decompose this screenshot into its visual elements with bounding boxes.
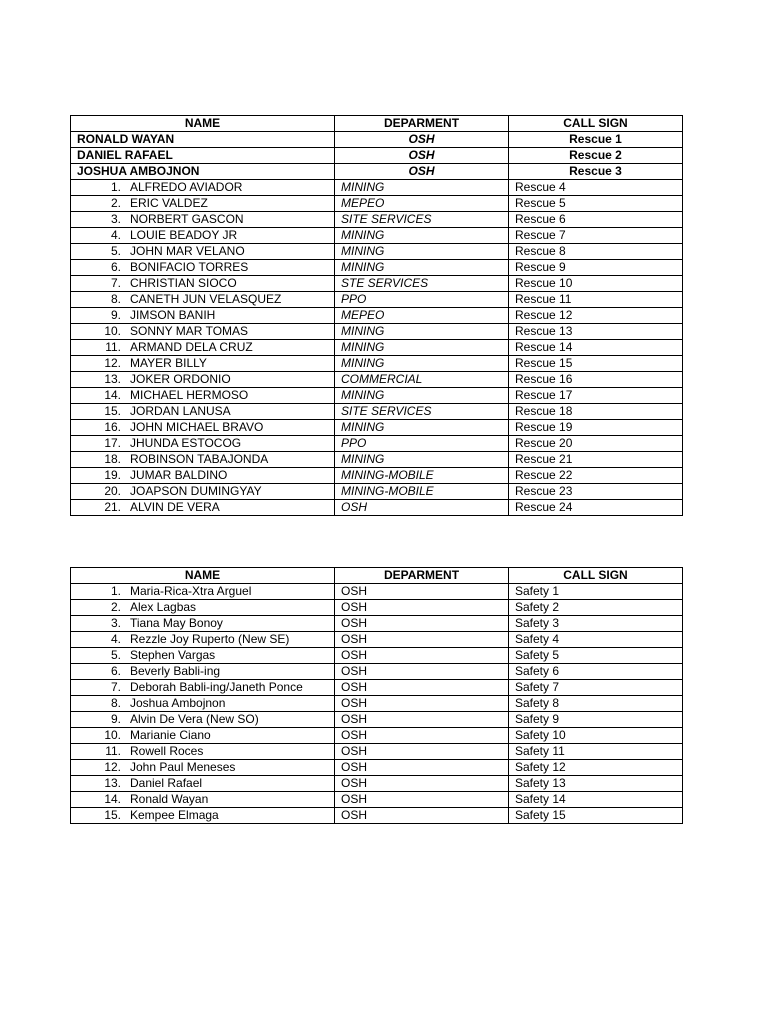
table-row — [71, 500, 683, 516]
call-sign-cell: Safety 5 — [509, 648, 683, 664]
table-row — [71, 680, 683, 696]
name-cell — [71, 696, 335, 712]
department-cell: PPO — [335, 436, 509, 452]
row-number: 7. — [110, 276, 121, 290]
table-header-row — [71, 116, 683, 132]
department-cell: MINING — [335, 420, 509, 436]
person-name: ALFREDO AVIADOR — [130, 180, 243, 194]
department-cell: OSH — [335, 808, 509, 824]
name-cell — [71, 616, 335, 632]
row-number: 1. — [110, 180, 121, 194]
name-cell — [71, 212, 335, 228]
call-sign-cell: Rescue 17 — [509, 388, 683, 404]
department-cell: MINING-MOBILE — [335, 468, 509, 484]
row-number: 3. — [110, 212, 121, 226]
row-number: 17. — [104, 436, 121, 450]
department-cell: PPO — [335, 292, 509, 308]
row-number: 8. — [110, 696, 121, 710]
name-cell — [71, 420, 335, 436]
call-sign-cell: Rescue 14 — [509, 340, 683, 356]
row-number: 2. — [110, 196, 121, 210]
call-sign-cell: Rescue 18 — [509, 404, 683, 420]
table-row — [71, 776, 683, 792]
table-row — [71, 744, 683, 760]
row-number: 3. — [110, 616, 121, 630]
row-number: 21. — [104, 500, 121, 514]
row-number: 1. — [110, 584, 121, 598]
person-name: Daniel Rafael — [130, 776, 203, 790]
table-row — [71, 760, 683, 776]
safety-table-body — [71, 584, 683, 824]
table-row — [71, 600, 683, 616]
table-row — [71, 808, 683, 824]
name-cell — [71, 276, 335, 292]
call-sign-cell: Rescue 6 — [509, 212, 683, 228]
person-name: Joshua Ambojnon — [130, 696, 226, 710]
column-header-department: DEPARMENT — [335, 568, 509, 584]
row-number: 4. — [110, 632, 121, 646]
name-cell — [71, 648, 335, 664]
department-cell: OSH — [335, 776, 509, 792]
person-name: Alex Lagbas — [130, 600, 197, 614]
safety-team-table — [70, 567, 683, 824]
person-name: Deborah Babli-ing/Janeth Ponce — [130, 680, 303, 694]
call-sign-cell: Rescue 8 — [509, 244, 683, 260]
row-number: 11. — [105, 340, 121, 354]
name-cell — [71, 308, 335, 324]
person-name: Alvin De Vera (New SO) — [130, 712, 259, 726]
department-cell: OSH — [335, 616, 509, 632]
name-cell — [71, 808, 335, 824]
row-number: 15. — [104, 808, 121, 822]
row-number: 12. — [104, 356, 121, 370]
name-cell — [71, 744, 335, 760]
call-sign-cell: Rescue 15 — [509, 356, 683, 372]
name-cell — [71, 760, 335, 776]
table-row — [71, 468, 683, 484]
department-cell: SITE SERVICES — [335, 404, 509, 420]
department-cell: OSH — [335, 148, 509, 164]
call-sign-cell: Safety 9 — [509, 712, 683, 728]
person-name: Maria-Rica-Xtra Arguel — [130, 584, 252, 598]
person-name: MICHAEL HERMOSO — [130, 388, 249, 402]
table-row — [71, 308, 683, 324]
row-number: 7. — [110, 680, 121, 694]
department-cell: MINING — [335, 356, 509, 372]
name-cell — [71, 372, 335, 388]
rescue-table-body — [71, 132, 683, 516]
table-row — [71, 292, 683, 308]
person-name: CANETH JUN VELASQUEZ — [130, 292, 282, 306]
person-name: SONNY MAR TOMAS — [130, 324, 249, 338]
name-cell: JOSHUA AMBOJNON — [71, 164, 335, 180]
department-cell: OSH — [335, 744, 509, 760]
person-name: Kempee Elmaga — [130, 808, 219, 822]
name-cell — [71, 196, 335, 212]
column-header-name: NAME — [71, 116, 335, 132]
person-name: Ronald Wayan — [130, 792, 209, 806]
person-name: MAYER BILLY — [130, 356, 207, 370]
call-sign-cell: Safety 12 — [509, 760, 683, 776]
row-number: 10. — [104, 324, 121, 338]
table-row — [71, 244, 683, 260]
department-cell: MINING — [335, 324, 509, 340]
name-cell — [71, 292, 335, 308]
department-cell: MINING — [335, 452, 509, 468]
department-cell: OSH — [335, 600, 509, 616]
person-name: JOHN MAR VELANO — [130, 244, 245, 258]
department-cell: OSH — [335, 712, 509, 728]
person-name: ALVIN DE VERA — [130, 500, 220, 514]
person-name: Rowell Roces — [130, 744, 204, 758]
name-cell — [71, 452, 335, 468]
row-number: 18. — [104, 452, 121, 466]
name-cell — [71, 356, 335, 372]
person-name: JUMAR BALDINO — [130, 468, 228, 482]
table-row — [71, 420, 683, 436]
table-row — [71, 276, 683, 292]
department-cell: OSH — [335, 500, 509, 516]
person-name: Stephen Vargas — [130, 648, 216, 662]
row-number: 11. — [105, 744, 121, 758]
person-name: Tiana May Bonoy — [130, 616, 223, 630]
department-cell: OSH — [335, 760, 509, 776]
column-header-department: DEPARMENT — [335, 116, 509, 132]
call-sign-cell: Safety 2 — [509, 600, 683, 616]
row-number: 15. — [104, 404, 121, 418]
table-row — [71, 728, 683, 744]
department-cell: MINING — [335, 260, 509, 276]
department-cell: SITE SERVICES — [335, 212, 509, 228]
department-cell: STE SERVICES — [335, 276, 509, 292]
call-sign-cell: Safety 4 — [509, 632, 683, 648]
table-row — [71, 484, 683, 500]
call-sign-cell: Rescue 9 — [509, 260, 683, 276]
row-number: 12. — [104, 760, 121, 774]
call-sign-cell: Rescue 22 — [509, 468, 683, 484]
name-cell — [71, 324, 335, 340]
call-sign-cell: Rescue 13 — [509, 324, 683, 340]
call-sign-cell: Safety 14 — [509, 792, 683, 808]
name-cell — [71, 792, 335, 808]
person-name: JORDAN LANUSA — [130, 404, 231, 418]
name-cell — [71, 500, 335, 516]
table-header-row — [71, 568, 683, 584]
row-number: 10. — [104, 728, 121, 742]
table-row — [71, 616, 683, 632]
department-cell: OSH — [335, 680, 509, 696]
person-name: NORBERT GASCON — [130, 212, 244, 226]
row-number: 6. — [110, 260, 121, 274]
table-row — [71, 180, 683, 196]
person-name: Rezzle Joy Ruperto (New SE) — [130, 632, 290, 646]
row-number: 16. — [104, 420, 121, 434]
call-sign-cell: Safety 10 — [509, 728, 683, 744]
name-cell — [71, 180, 335, 196]
row-number: 9. — [110, 712, 121, 726]
department-cell: OSH — [335, 132, 509, 148]
call-sign-cell: Rescue 11 — [509, 292, 683, 308]
person-name: JIMSON BANIH — [130, 308, 216, 322]
table-row — [71, 356, 683, 372]
call-sign-cell: Safety 6 — [509, 664, 683, 680]
table-row-lead — [71, 148, 683, 164]
person-name: Beverly Babli-ing — [130, 664, 221, 678]
call-sign-cell: Safety 15 — [509, 808, 683, 824]
table-row — [71, 260, 683, 276]
person-name: JOKER ORDONIO — [130, 372, 231, 386]
name-cell — [71, 484, 335, 500]
table-row — [71, 664, 683, 680]
table-row — [71, 648, 683, 664]
column-header-call-sign: CALL SIGN — [509, 568, 683, 584]
row-number: 2. — [110, 600, 121, 614]
call-sign-cell: Rescue 20 — [509, 436, 683, 452]
call-sign-cell: Rescue 12 — [509, 308, 683, 324]
person-name: ARMAND DELA CRUZ — [130, 340, 253, 354]
name-cell — [71, 228, 335, 244]
name-cell — [71, 436, 335, 452]
call-sign-cell: Rescue 10 — [509, 276, 683, 292]
table-row-lead — [71, 164, 683, 180]
table-row — [71, 196, 683, 212]
name-cell — [71, 712, 335, 728]
department-cell: MEPEO — [335, 196, 509, 212]
row-number: 5. — [110, 648, 121, 662]
row-number: 13. — [104, 776, 121, 790]
name-cell — [71, 260, 335, 276]
name-cell: DANIEL RAFAEL — [71, 148, 335, 164]
person-name: Marianie Ciano — [130, 728, 211, 742]
row-number: 4. — [110, 228, 121, 242]
department-cell: OSH — [335, 728, 509, 744]
department-cell: OSH — [335, 584, 509, 600]
department-cell: MEPEO — [335, 308, 509, 324]
row-number: 14. — [104, 792, 121, 806]
person-name: ROBINSON TABAJONDA — [130, 452, 269, 466]
name-cell — [71, 404, 335, 420]
row-number: 13. — [104, 372, 121, 386]
call-sign-cell: Rescue 4 — [509, 180, 683, 196]
row-number: 9. — [110, 308, 121, 322]
name-cell — [71, 244, 335, 260]
column-header-name: NAME — [71, 568, 335, 584]
department-cell: OSH — [335, 164, 509, 180]
row-number: 19. — [104, 468, 121, 482]
department-cell: OSH — [335, 632, 509, 648]
department-cell: OSH — [335, 696, 509, 712]
call-sign-cell: Rescue 7 — [509, 228, 683, 244]
call-sign-cell: Rescue 3 — [509, 164, 683, 180]
row-number: 8. — [110, 292, 121, 306]
department-cell: MINING — [335, 180, 509, 196]
name-cell — [71, 468, 335, 484]
name-cell — [71, 600, 335, 616]
person-name: CHRISTIAN SIOCO — [130, 276, 237, 290]
call-sign-cell: Safety 13 — [509, 776, 683, 792]
row-number: 5. — [110, 244, 121, 258]
call-sign-cell: Safety 1 — [509, 584, 683, 600]
name-cell: RONALD WAYAN — [71, 132, 335, 148]
call-sign-cell: Safety 8 — [509, 696, 683, 712]
call-sign-cell: Rescue 24 — [509, 500, 683, 516]
table-row — [71, 404, 683, 420]
table-row — [71, 388, 683, 404]
person-name: JOAPSON DUMINGYAY — [130, 484, 262, 498]
name-cell — [71, 776, 335, 792]
department-cell: COMMERCIAL — [335, 372, 509, 388]
table-row-lead — [71, 132, 683, 148]
department-cell: MINING — [335, 388, 509, 404]
column-header-call-sign: CALL SIGN — [509, 116, 683, 132]
call-sign-cell: Rescue 1 — [509, 132, 683, 148]
person-name: LOUIE BEADOY JR — [130, 228, 238, 242]
table-row — [71, 324, 683, 340]
row-number: 20. — [104, 484, 121, 498]
table-row — [71, 212, 683, 228]
name-cell — [71, 340, 335, 356]
table-row — [71, 372, 683, 388]
table-row — [71, 584, 683, 600]
call-sign-cell: Rescue 23 — [509, 484, 683, 500]
name-cell — [71, 680, 335, 696]
table-row — [71, 452, 683, 468]
call-sign-cell: Rescue 2 — [509, 148, 683, 164]
table-row — [71, 340, 683, 356]
call-sign-cell: Safety 3 — [509, 616, 683, 632]
department-cell: MINING — [335, 244, 509, 260]
department-cell: OSH — [335, 792, 509, 808]
department-cell: MINING — [335, 340, 509, 356]
row-number: 14. — [104, 388, 121, 402]
name-cell — [71, 388, 335, 404]
call-sign-cell: Rescue 19 — [509, 420, 683, 436]
call-sign-cell: Safety 7 — [509, 680, 683, 696]
person-name: John Paul Meneses — [130, 760, 236, 774]
person-name: JHUNDA ESTOCOG — [130, 436, 242, 450]
call-sign-cell: Safety 11 — [509, 744, 683, 760]
table-row — [71, 712, 683, 728]
department-cell: MINING — [335, 228, 509, 244]
call-sign-cell: Rescue 16 — [509, 372, 683, 388]
name-cell — [71, 632, 335, 648]
name-cell — [71, 664, 335, 680]
call-sign-cell: Rescue 5 — [509, 196, 683, 212]
person-name: BONIFACIO TORRES — [130, 260, 249, 274]
department-cell: MINING-MOBILE — [335, 484, 509, 500]
department-cell: OSH — [335, 648, 509, 664]
rescue-team-table — [70, 115, 683, 516]
table-row — [71, 696, 683, 712]
department-cell: OSH — [335, 664, 509, 680]
row-number: 6. — [110, 664, 121, 678]
person-name: ERIC VALDEZ — [130, 196, 208, 210]
name-cell — [71, 728, 335, 744]
table-row — [71, 632, 683, 648]
name-cell — [71, 584, 335, 600]
call-sign-cell: Rescue 21 — [509, 452, 683, 468]
table-row — [71, 436, 683, 452]
table-row — [71, 792, 683, 808]
table-row — [71, 228, 683, 244]
person-name: JOHN MICHAEL BRAVO — [130, 420, 264, 434]
